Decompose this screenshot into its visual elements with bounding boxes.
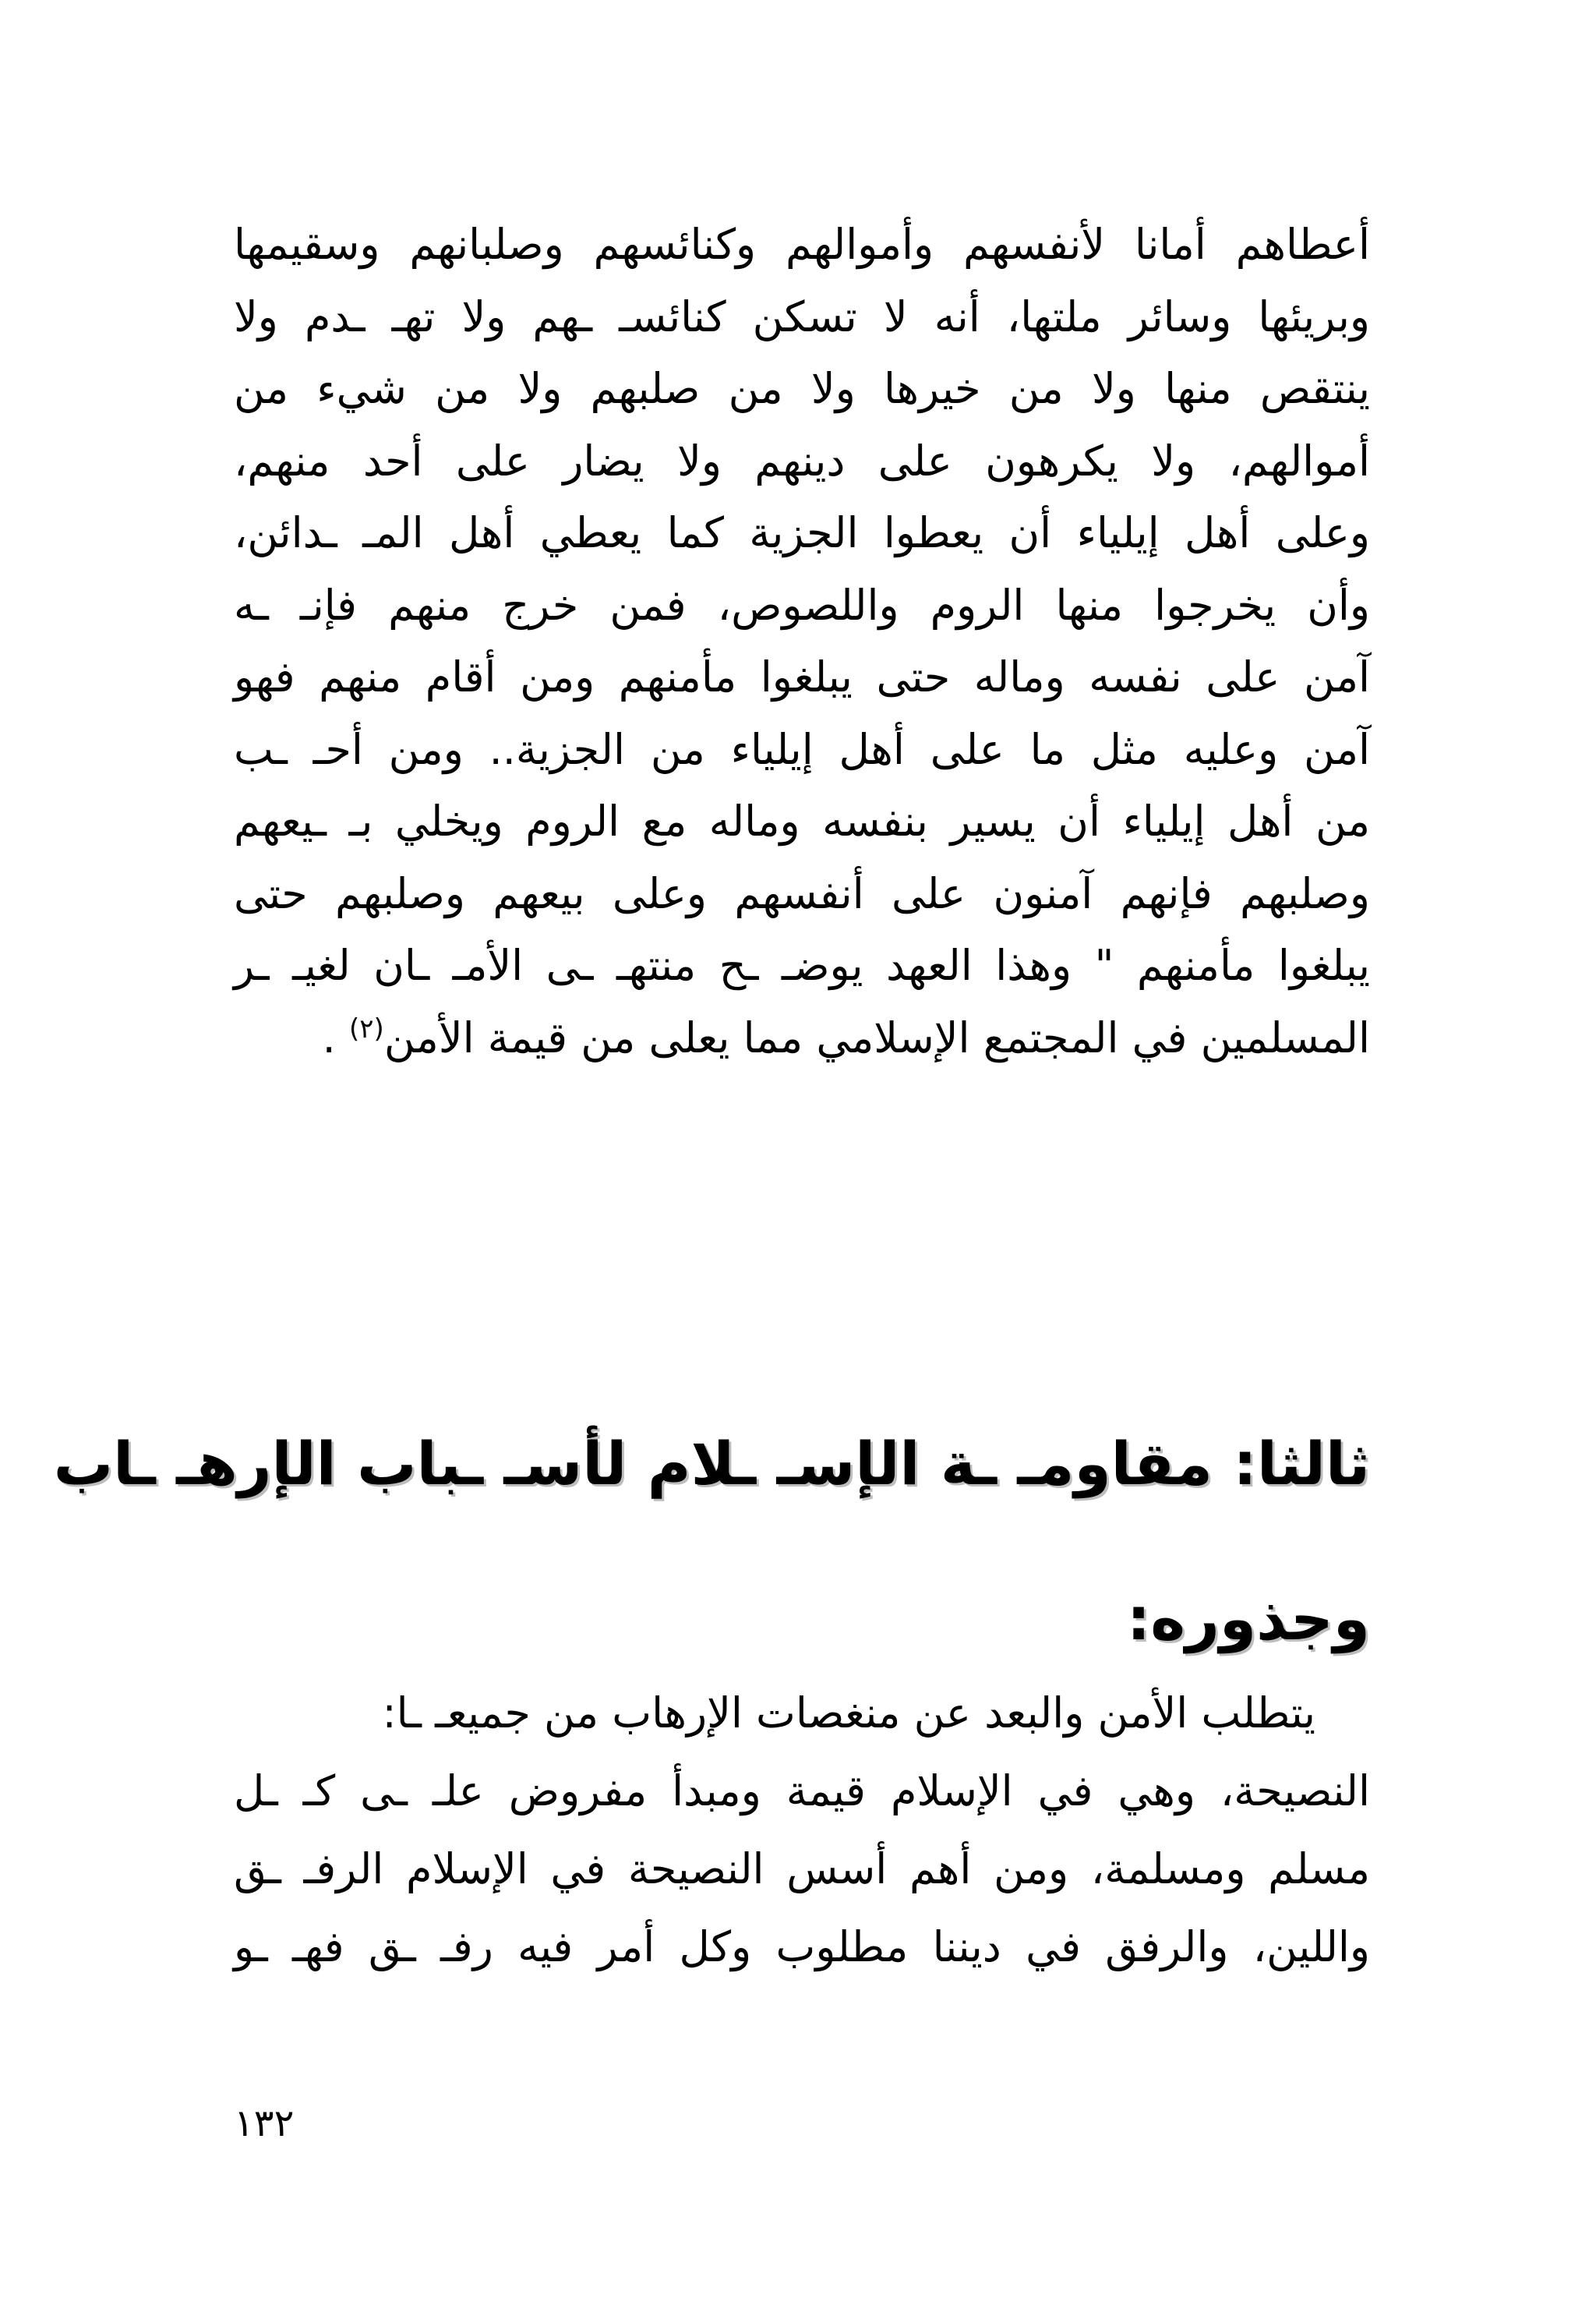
text-line: وصلبهم فإنهم آمنون على أنفسهم وعلى بيعهم وصلبهم حتى	[234, 868, 1370, 918]
text-line: واللين، والرفق في ديننا مطلوب وكل أمر فيه رفـ ـق فهـ ـو	[234, 1922, 1370, 1971]
text-line: أموالهم، ولا يكرهون على دينهم ولا يضار على أحد منهم،	[234, 436, 1370, 486]
page-number: ١٣٢	[234, 2102, 295, 2145]
text-line: أعطاهم أمانا لأنفسهم وأموالهم وكنائسهم وصلبانهم وسقيمها	[234, 220, 1370, 269]
text-line: يبلغوا مأمنهم " وهذا العهد يوضـ ـح منتهـ ـى الأمـ ـان لغيـ ـر	[234, 941, 1370, 990]
text-line: مسلم ومسلمة، ومن أهم أسس النصيحة في الإسلام الرفـ ـق	[234, 1844, 1370, 1893]
paragraph-1	[234, 209, 1370, 1074]
footnote-reference: (٢)	[349, 1013, 384, 1045]
text-line: وبريئها وسائر ملتها، أنه لا تسكن كنائسـ ـهم ولا تهـ ـدم ولا	[234, 292, 1370, 341]
text-line-last	[234, 1002, 1370, 1075]
text-line: آمن على نفسه وماله حتى يبلغوا مأمنهم ومن أقام منهم فهو	[234, 652, 1370, 702]
text-line: النصيحة، وهي في الإسلام قيمة ومبدأ مفروض علـ ـى كـ ـل	[234, 1766, 1370, 1815]
text-line: وعلى أهل إيلياء أن يعطوا الجزية كما يعطي أهل المـ ـدائن،	[234, 508, 1370, 557]
text-line: ينتقص منها ولا من خيرها ولا من صلبهم ولا من شيء من	[234, 364, 1370, 413]
last-line-text: المسلمين في المجتمع الإسلامي مما يعلى من قيمة الأمن	[383, 1013, 1370, 1062]
text-line: آمن وعليه مثل ما على أهل إيلياء من الجزية.. ومن أحـ ـب	[234, 724, 1370, 774]
section-heading: ثالثا: مقاومـ ـة الإسـ ـلام لأسـ ـباب الإرهـ ـاب	[53, 1429, 1370, 1498]
text-line: وأن يخرجوا منها الروم واللصوص، فمن خرج منهم فإنـ ـه	[234, 580, 1370, 630]
text-line-indented: يتطلب الأمن والبعد عن منغصات الإرهاب من جميعـ ـا:	[382, 1688, 1315, 1738]
sentence-period: .	[322, 1013, 336, 1062]
paragraph-2	[234, 1674, 1370, 1986]
text-line: من أهل إيلياء أن يسير بنفسه وماله مع الروم ويخلي بـ ـيعهم	[234, 797, 1370, 846]
section-heading-continuation: وجذوره:	[1126, 1584, 1370, 1653]
